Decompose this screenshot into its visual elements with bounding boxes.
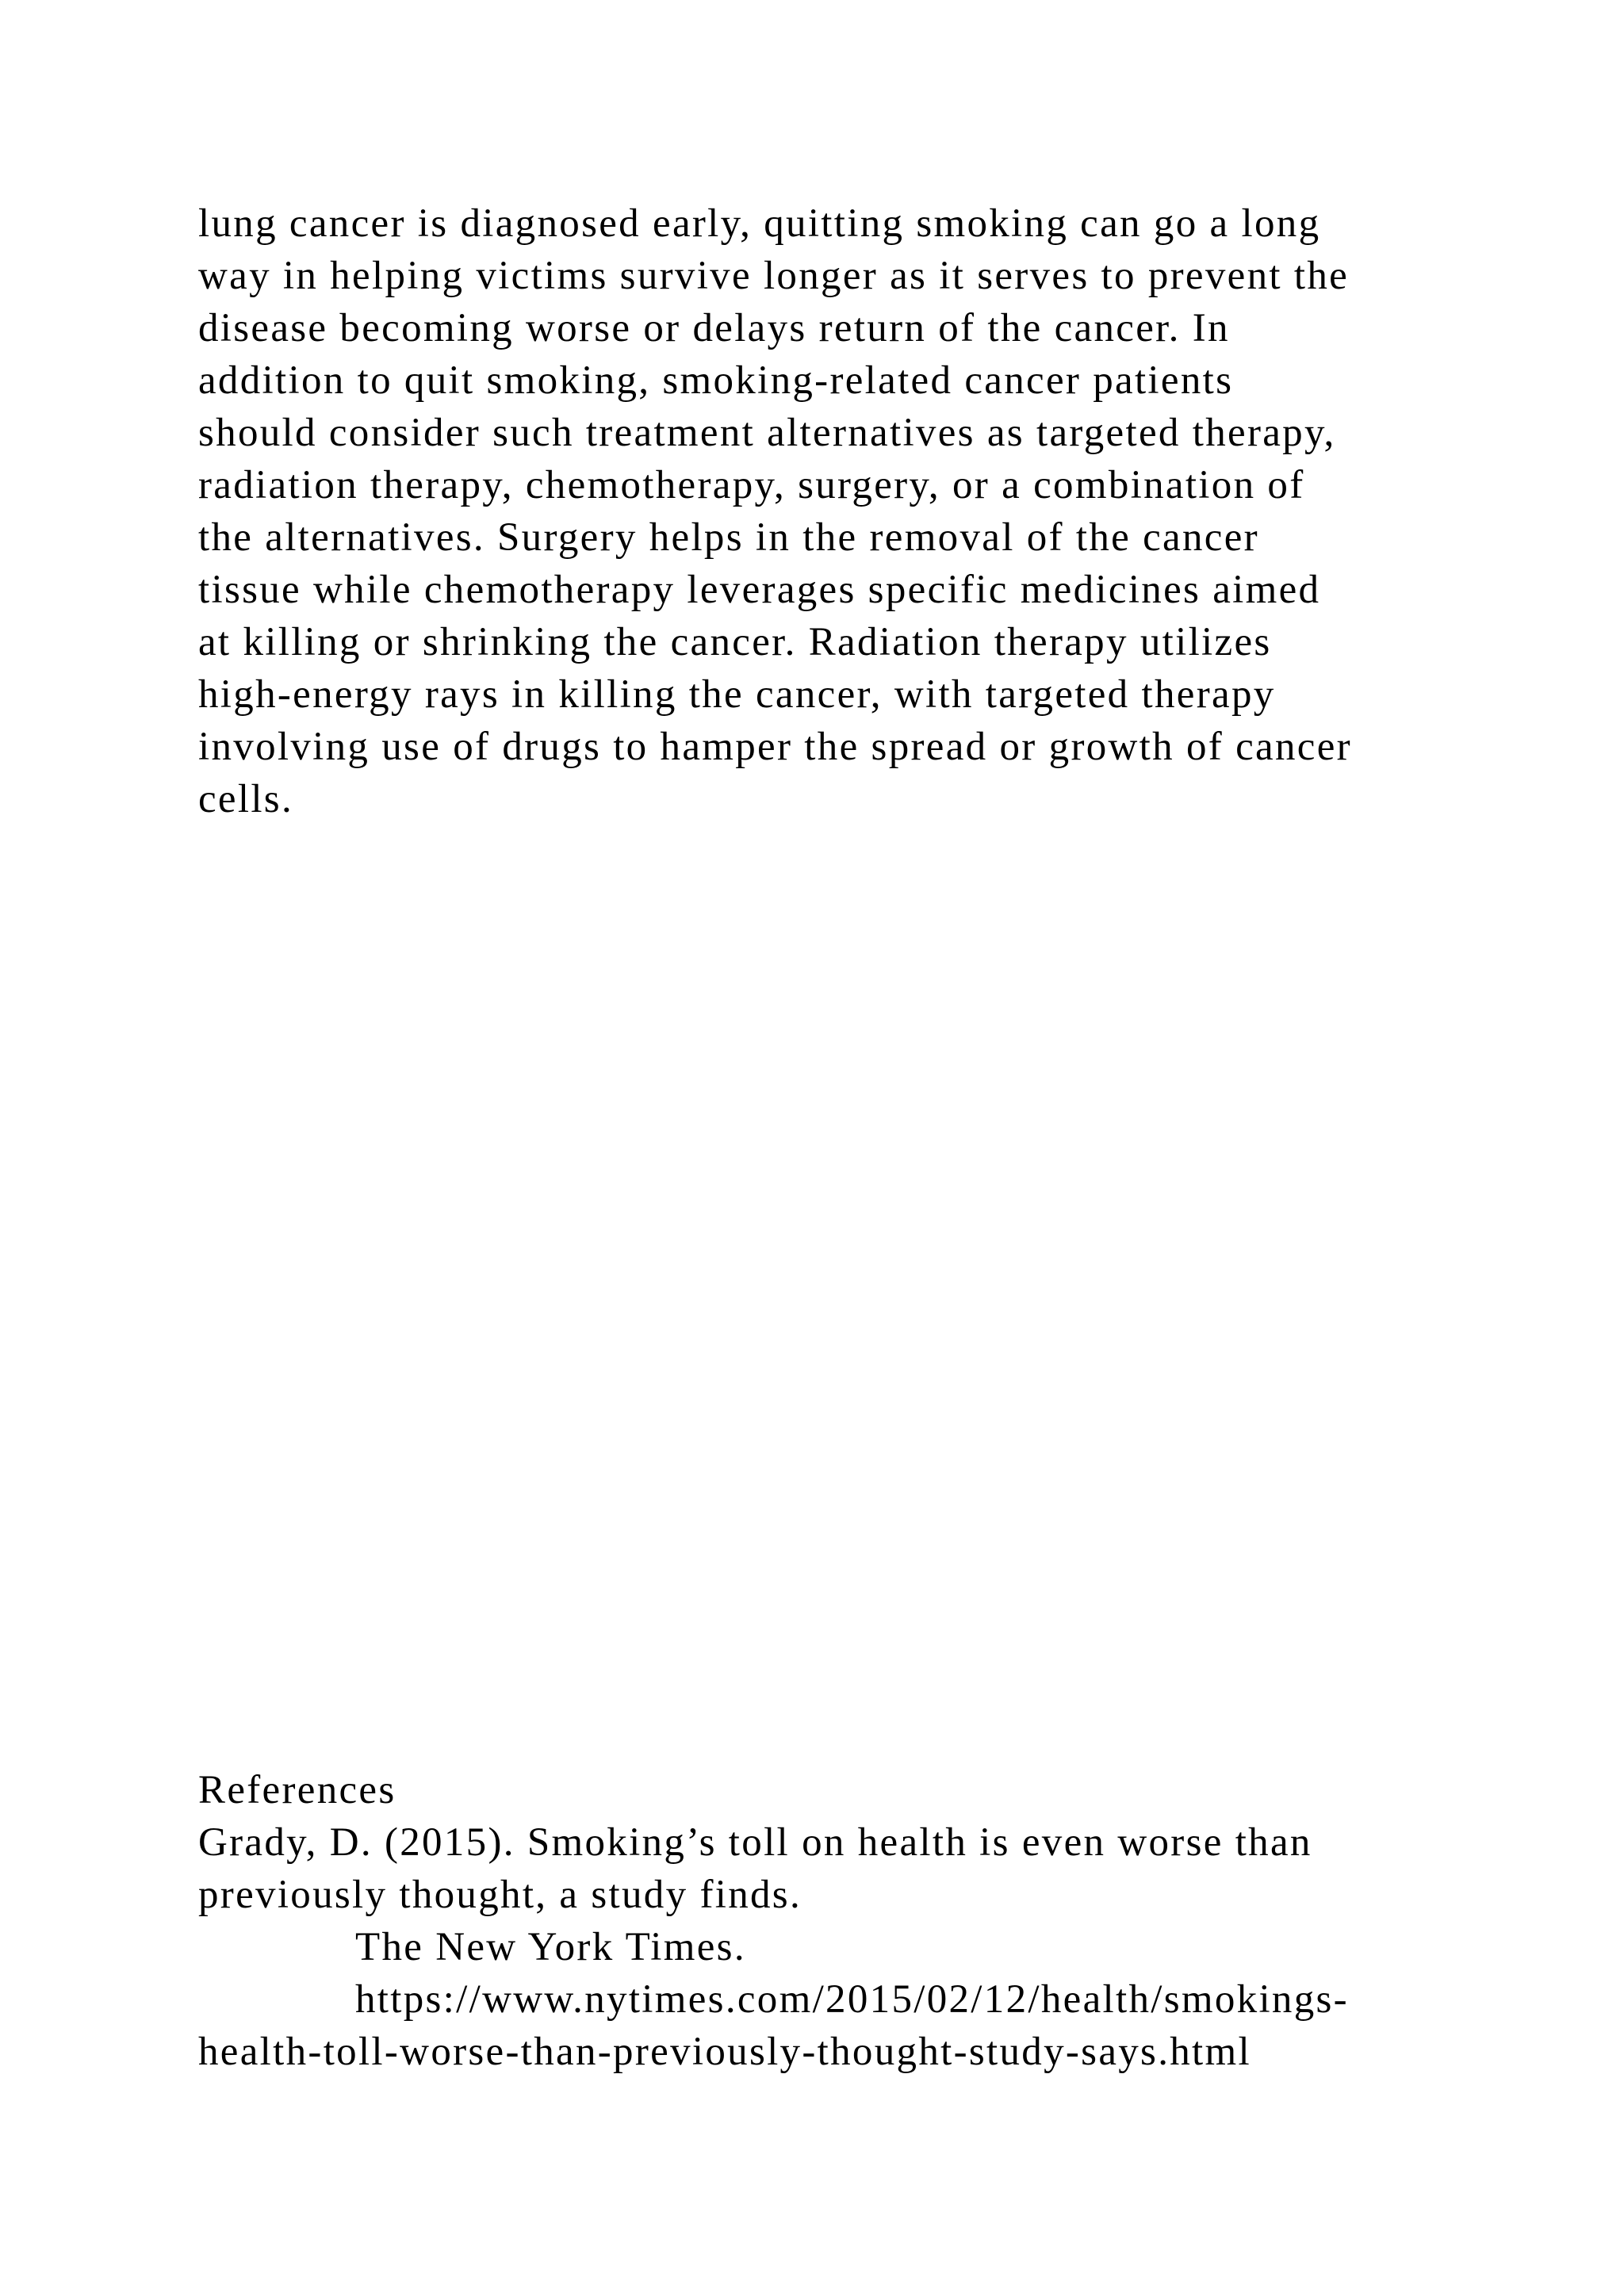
paragraph-line: addition to quit smoking, smoking-related cancer patients [198, 358, 1234, 403]
reference-citation: Grady, D. (2015). Smoking’s toll on health is even worse than [198, 1820, 1312, 1865]
reference-url: health-toll-worse-than-previously-thought-study-says.html [198, 2030, 1251, 2074]
paragraph-line: involving use of drugs to hamper the spread or growth of cancer [198, 725, 1352, 769]
paragraph-line: way in helping victims survive longer as it serves to prevent the [198, 254, 1350, 298]
paragraph-line: lung cancer is diagnosed early, quitting smoking can go a long [198, 201, 1321, 246]
paragraph-line: cells. [198, 777, 294, 821]
paragraph-line: disease becoming worse or delays return of the cancer. In [198, 306, 1230, 350]
references-heading: References [198, 1768, 396, 1812]
paragraph-line: the alternatives. Surgery helps in the removal of the cancer [198, 515, 1259, 560]
reference-citation: previously thought, a study finds. [198, 1873, 802, 1917]
paragraph-line: high-energy rays in killing the cancer, with targeted therapy [198, 672, 1276, 717]
reference-url: https://www.nytimes.com/2015/02/12/health/smokings- [355, 1977, 1349, 2022]
paragraph-line: tissue while chemotherapy leverages specific medicines aimed [198, 568, 1321, 612]
paragraph-line: at killing or shrinking the cancer. Radiation therapy utilizes [198, 620, 1272, 664]
paragraph-line: should consider such treatment alternatives as targeted therapy, [198, 411, 1336, 455]
paragraph-line: radiation therapy, chemotherapy, surgery, or a combination of [198, 463, 1305, 507]
reference-publisher: The New York Times. [355, 1925, 746, 1969]
